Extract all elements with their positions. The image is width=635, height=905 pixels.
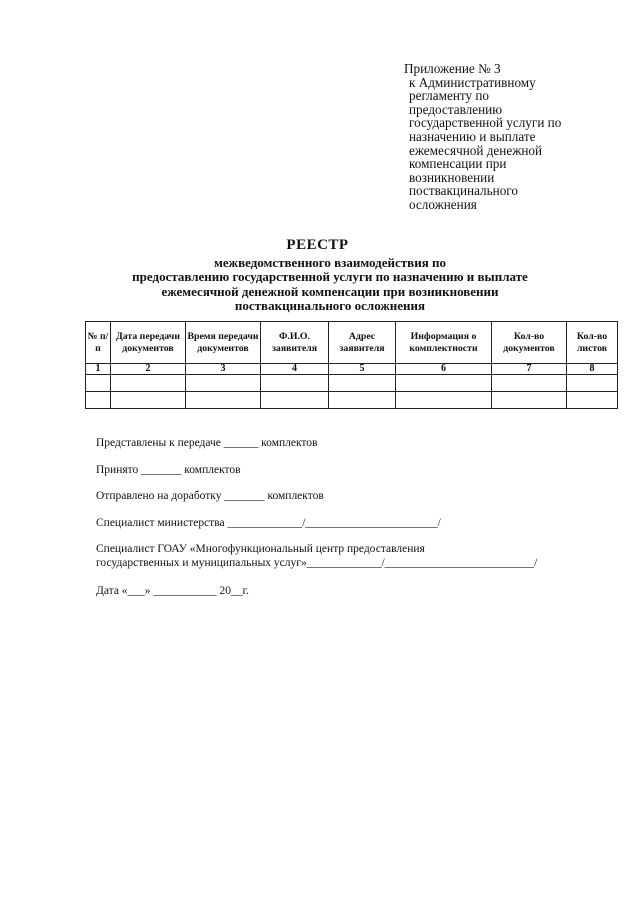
appendix-line: осложнения [409,196,477,212]
table-cell [567,392,618,409]
table-cell [261,375,329,392]
subtitle-line: поствакцинального осложнения [234,298,426,314]
appendix-line: назначению и выплате [409,128,536,144]
accepted-line: Принято _______ комплектов [96,464,241,476]
col-number: 3 [186,364,261,375]
col-number: 6 [396,364,492,375]
appendix-line: государственной услуги по [409,115,562,131]
appendix-line: регламенту по [409,88,490,104]
appendix-line: ежемесячной денежной [409,142,543,158]
ministry-specialist-line: Специалист министерства _____________/_______________________/ [96,517,441,529]
table-header-row [86,322,618,364]
table-number-row [86,364,618,375]
table-cell [492,375,567,392]
col-number: 5 [329,364,396,375]
table-row [86,392,618,409]
subtitle-line: межведомственного взаимодействия по [214,255,446,270]
table-cell [396,392,492,409]
col-header-sheet-count: Кол-во листов [567,322,618,364]
table-cell [396,375,492,392]
col-number: 2 [111,364,186,375]
table-cell [492,392,567,409]
table-cell [261,392,329,409]
appendix-line: Приложение № 3 [404,61,501,76]
document-subtitle [100,256,560,314]
col-header-time: Время передачи документов [186,322,261,364]
subtitle-line: предоставлению государственной услуги по назначению и выплате [132,269,528,285]
submitted-line: Представлены к передаче ______ комплектов [96,437,318,449]
appendix-note [404,62,609,212]
table-cell [186,392,261,409]
col-header-fio: Ф.И.О. заявителя [261,322,329,364]
col-header-number: № п/ п [86,322,111,364]
table-cell [86,375,111,392]
col-number: 7 [492,364,567,375]
col-header-completeness: Информация о комплектности [396,322,492,364]
table-cell [186,375,261,392]
returned-line: Отправлено на доработку _______ комплектов [96,490,324,502]
table-row [86,375,618,392]
table-cell [567,375,618,392]
table-cell [111,375,186,392]
date-line: Дата «___» ___________ 20__г. [96,585,249,597]
mfc-specialist-line-2: государственных и муниципальных услуг»_____________/__________________________/ [96,557,538,569]
appendix-line: компенсации при [409,156,507,172]
appendix-line: предоставлению [409,101,503,117]
col-number: 4 [261,364,329,375]
appendix-line: к Административному [409,74,536,90]
col-number: 8 [567,364,618,375]
col-header-doc-count: Кол-во документов [492,322,567,364]
col-header-address: Адрес заявителя [329,322,396,364]
table-cell [111,392,186,409]
col-header-date: Дата передачи документов [111,322,186,364]
appendix-line: возникновении [409,169,495,185]
appendix-line: поствакцинального [409,183,518,199]
table-cell [329,375,396,392]
subtitle-line: ежемесячной денежной компенсации при возникновении [161,283,499,299]
document-title: РЕЕСТР [286,237,349,253]
registry-table [85,321,618,409]
mfc-specialist-line-1: Специалист ГОАУ «Многофункциональный центр предоставления [96,543,425,555]
table-cell [329,392,396,409]
col-number: 1 [86,364,111,375]
table-cell [86,392,111,409]
